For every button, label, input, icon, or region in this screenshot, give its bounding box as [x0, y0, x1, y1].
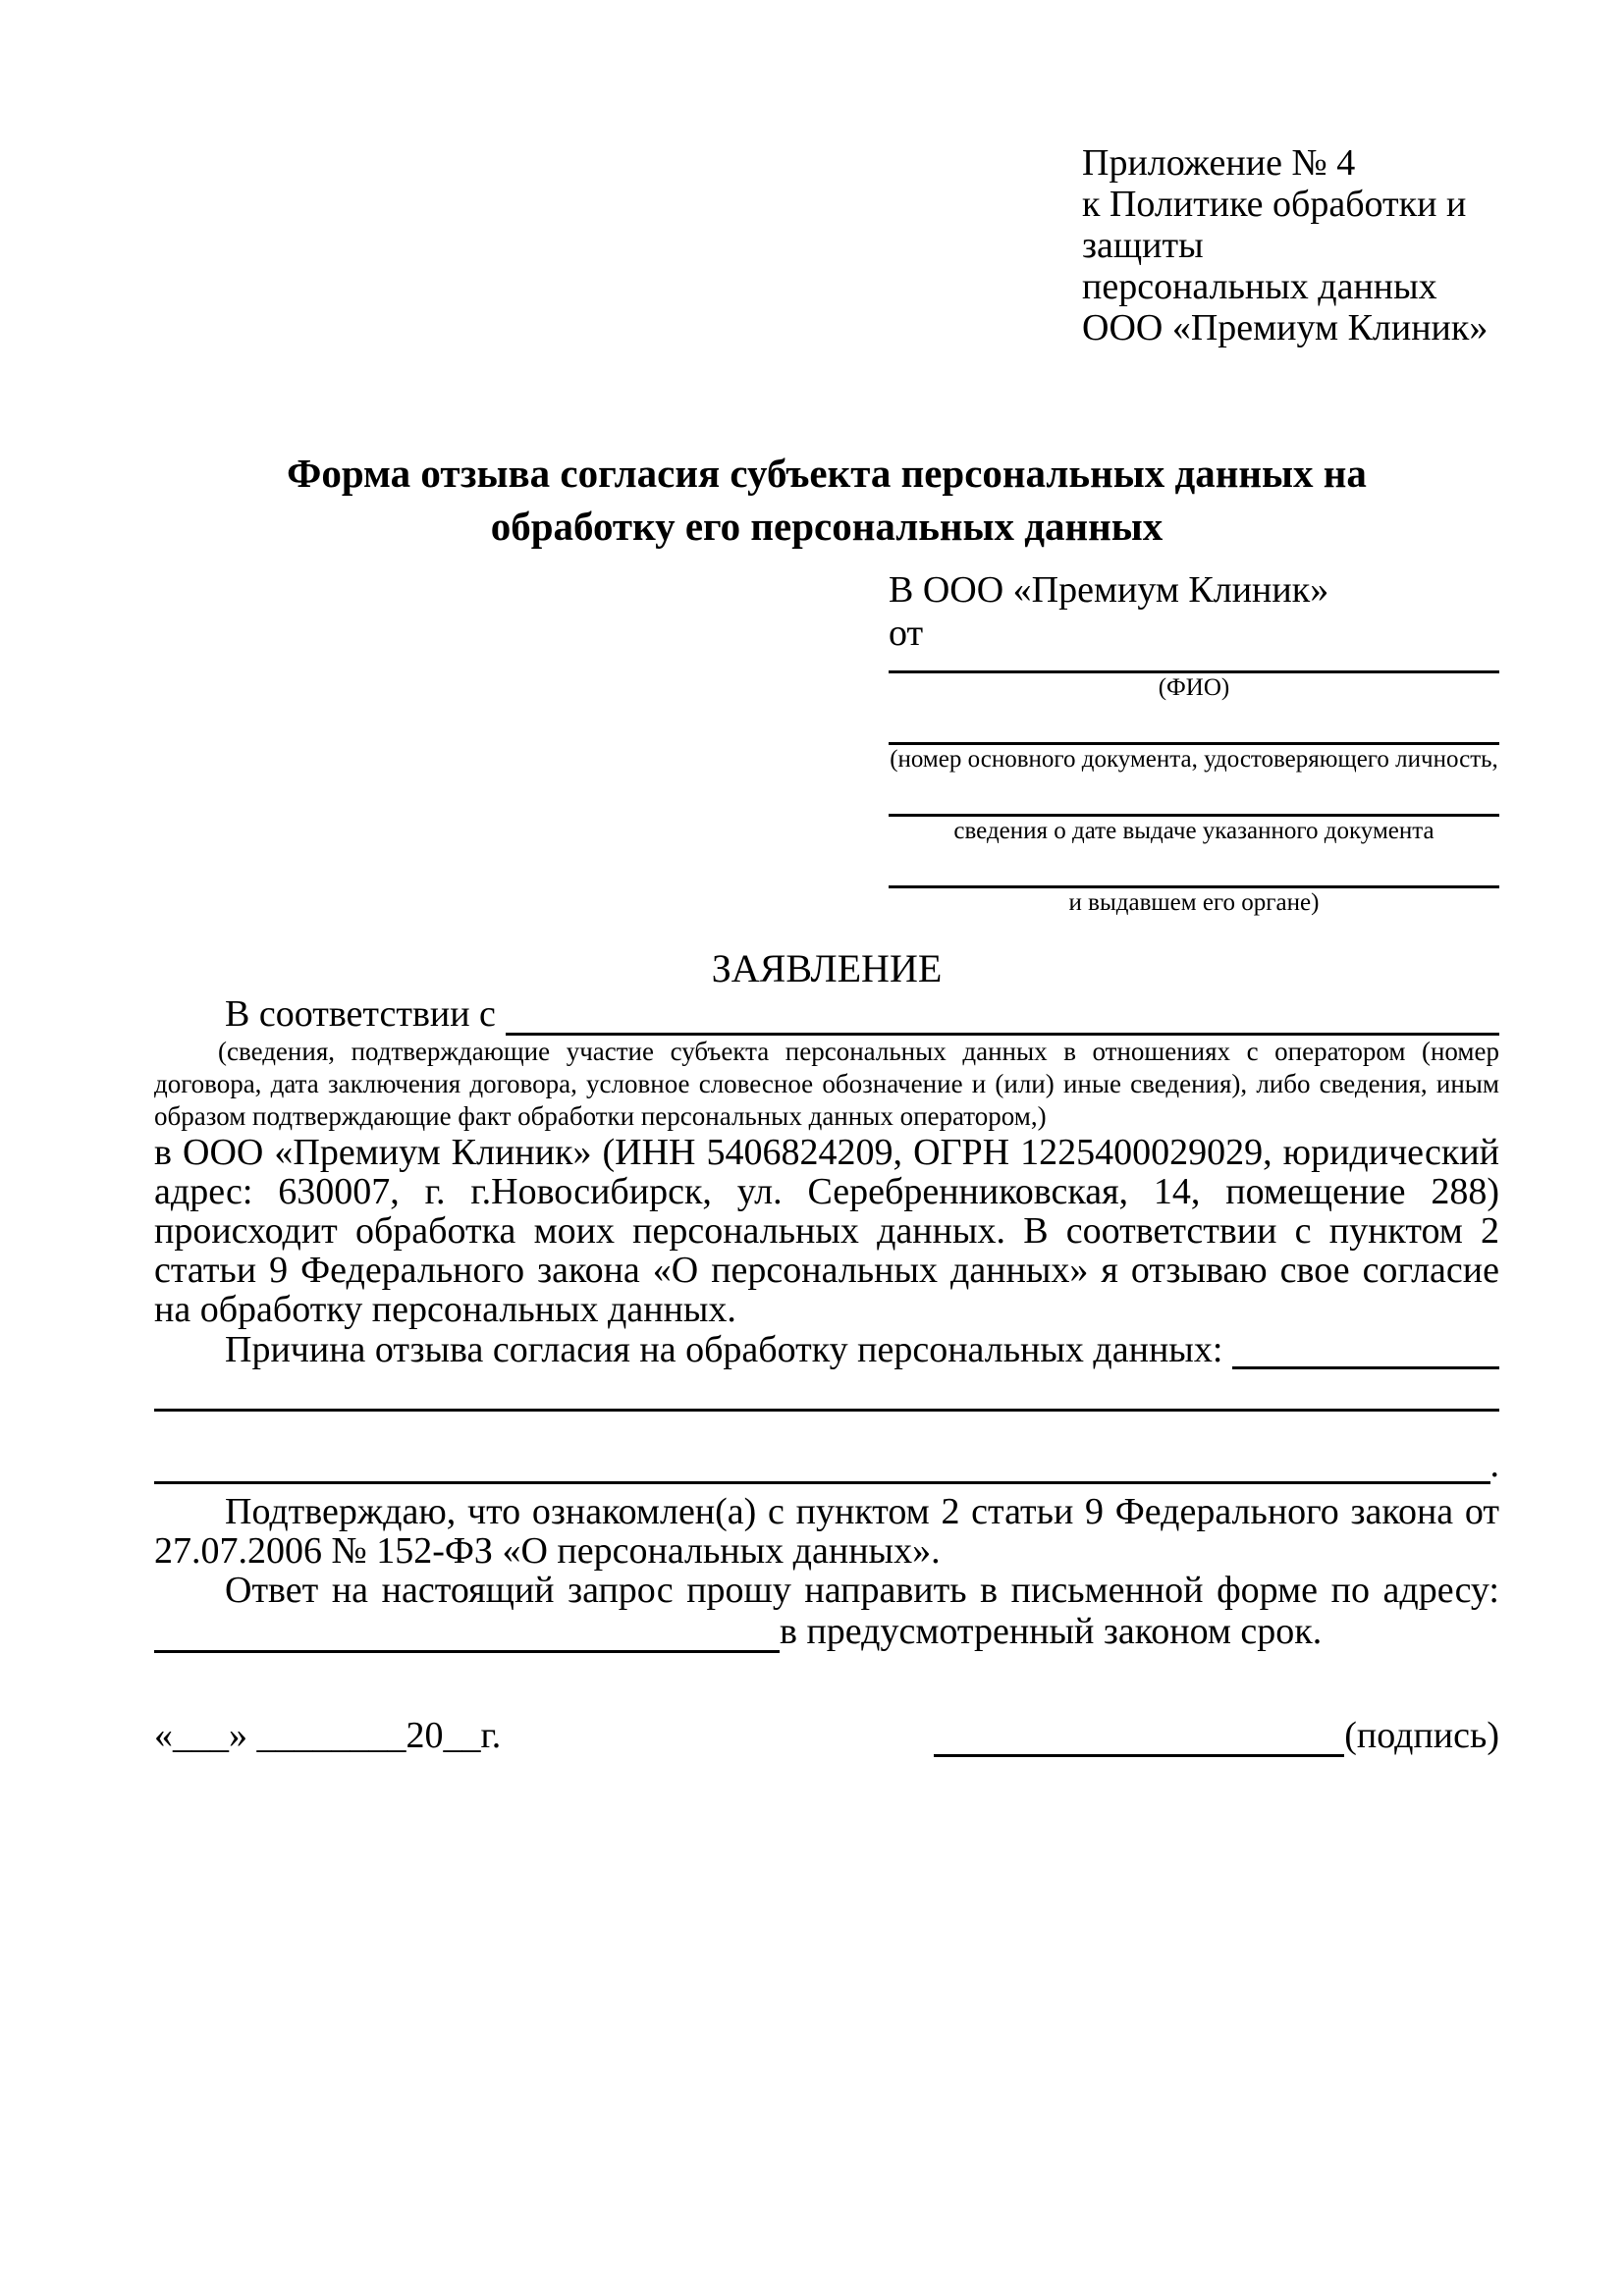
signature-caption: (подпись): [1344, 1715, 1499, 1756]
signature-blank-line: [934, 1717, 1344, 1757]
acknowledgement-paragraph: Подтверждаю, что ознакомлен(а) с пунктом 2 статьи 9 Федерального закона от 27.07.2006 № 152-ФЗ «О персональных данных».: [154, 1491, 1499, 1572]
statement-heading: ЗАЯВЛЕНИЕ: [711, 946, 943, 990]
appendix-header: [1082, 142, 1499, 348]
reason-continuation-rule: [154, 1446, 1490, 1484]
reason-continuation-line-2: [154, 1445, 1499, 1484]
reply-address-row: [154, 1610, 1499, 1653]
issuing-authority-caption: и выдавшем его органе): [1068, 889, 1320, 916]
addressee-block: [889, 568, 1499, 918]
appendix-header-line-3: персональных данных: [1082, 266, 1437, 307]
intro-footnote: (сведения, подтверждающие участие субъекта персональных данных в отношениях с оператором (номер договора, дата заключения договора, условное словесное обозначение и (или) иные сведения), либо сведения, иным образом подтверждающие факт обработки персональных данных оператором,): [154, 1037, 1499, 1131]
date-blank: «___» ________20__г.: [154, 1715, 502, 1756]
signature-group: [934, 1714, 1499, 1757]
appendix-header-line-2: к Политике обработки и защиты: [1082, 184, 1467, 266]
issue-date-caption: сведения о дате выдаче указанного документа: [953, 818, 1435, 844]
fio-caption: (ФИО): [1158, 674, 1230, 701]
reply-request-line: Ответ на настоящий запрос прошу направить в письменной форме по адресу:: [225, 1570, 1499, 1611]
intro-blank-line: [506, 995, 1499, 1036]
reply-tail: в предусмотренный законом срок.: [780, 1611, 1323, 1652]
reason-row: [154, 1329, 1499, 1369]
intro-row: [154, 992, 1499, 1036]
reason-label: Причина отзыва согласия на обработку персональных данных:: [225, 1329, 1223, 1370]
addressee-to-line: В ООО «Премиум Клиник»: [889, 569, 1329, 611]
intro-prefix: В соответствии с: [225, 993, 496, 1035]
document-title: Форма отзыва согласия субъекта персональных данных на обработку его персональных данных: [287, 451, 1367, 549]
date-signature-row: [154, 1714, 1499, 1757]
reason-blank-line: [1232, 1329, 1499, 1369]
reason-continuation-line-1: [154, 1409, 1499, 1412]
statement-body: в ООО «Премиум Клиник» (ИНН 5406824209, ОГРН 1225400029029, юридический адрес: 630007, г. г.Новосибирск, ул. Серебренниковская, 14, помещение 288) происходит обработка моих персональных данных. В соответствии с пунктом 2 статьи 9 Федерального закона «О персональных данных» я отзываю свое согласие на обработку персональных данных.: [154, 1132, 1499, 1330]
appendix-header-line-4: ООО «Премиум Клиник»: [1082, 307, 1489, 348]
addressee-from-label: от: [889, 613, 924, 654]
reason-terminator: .: [1489, 1444, 1499, 1485]
appendix-header-line-1: Приложение № 4: [1082, 142, 1356, 184]
reply-address-blank-line: [154, 1613, 780, 1653]
document-number-caption: (номер основного документа, удостоверяющего личность,: [890, 746, 1498, 773]
